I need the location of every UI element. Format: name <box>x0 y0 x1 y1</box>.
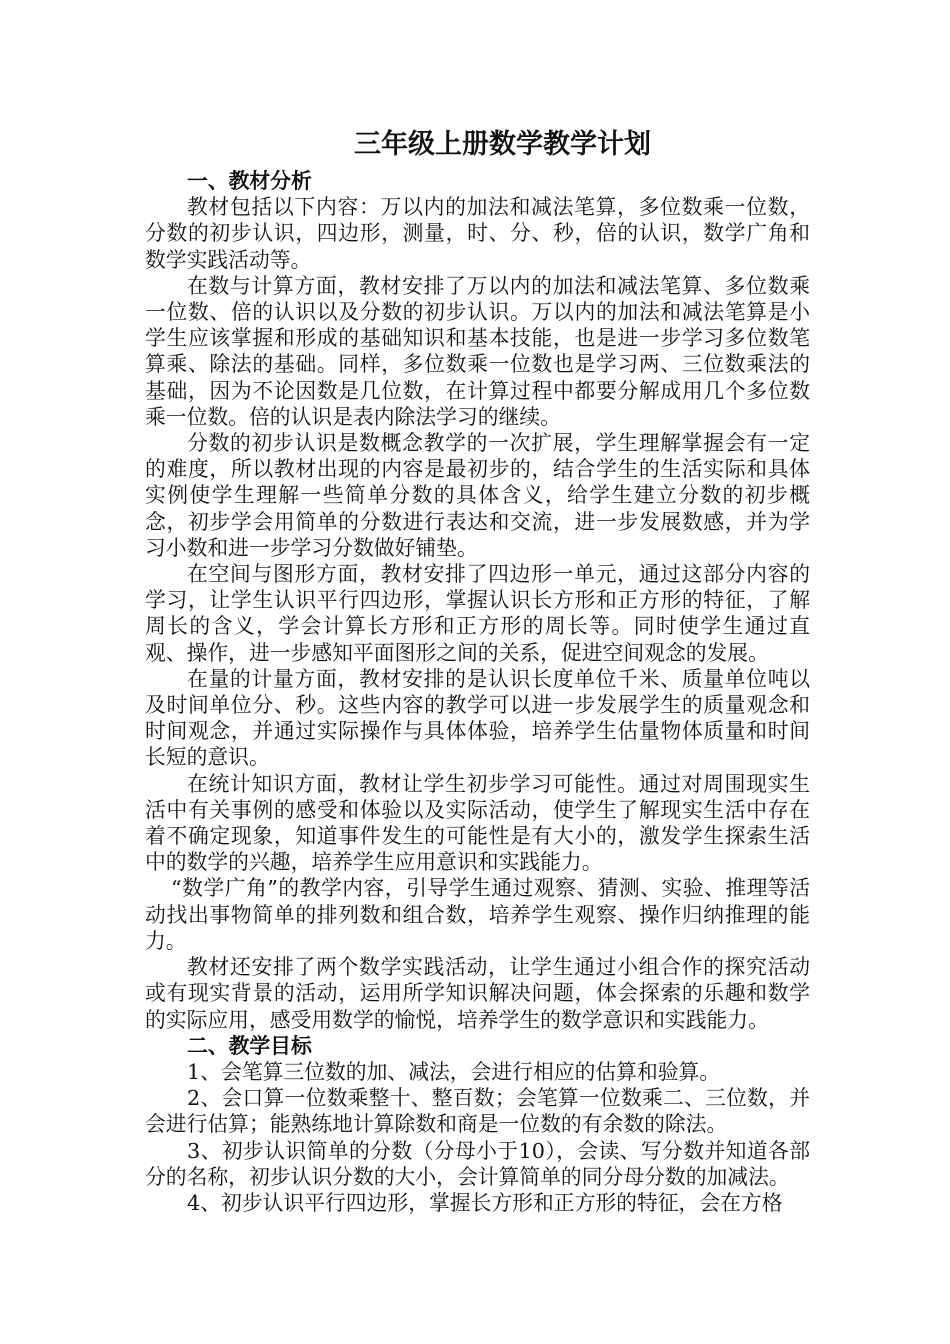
paragraph: 在空间与图形方面，教材安排了四边形一单元，通过这部分内容的学习，让学生认识平行四边形，掌握认识长方形和正方形的特征，了解周长的含义，学会计算长方形和正方形的周长等。同时使学生通过直观、操作，进一步感知平面图形之间的关系，促进空间观念的发展。 <box>145 562 810 665</box>
document-title: 三年级上册数学教学计划 <box>354 129 651 160</box>
section-heading-textbook-analysis: 一、教材分析 <box>187 168 312 193</box>
paragraph: 在数与计算方面，教材安排了万以内的加法和减法笔算、多位数乘一位数、倍的认识以及分数的初步认识。万以内的加法和减法笔算是小学生应该掌握和形成的基础知识和基本技能，也是进一步学习多位数笔算乘、除法的基础。同样，多位数乘一位数也是学习两、三位数乘法的基础，因为不论因数是几位数，在计算过程中都要分解成用几个多位数乘一位数。倍的认识是表内除法学习的继续。 <box>145 273 810 429</box>
goal-item: 2、会口算一位数乘整十、整百数；会笔算一位数乘二、三位数，并会进行估算；能熟练地计算除数和商是一位数的有余数的除法。 <box>145 1086 810 1137</box>
document-page <box>145 128 810 1216</box>
paragraph: 在量的计量方面，教材安排的是认识长度单位千米、质量单位吨以及时间单位分、秒。这些内容的教学可以进一步发展学生的质量观念和时间观念，并通过实际操作与具体体验，培养学生估量物体质量和时间长短的意识。 <box>145 666 810 770</box>
goal-item: 3、初步认识简单的分数（分母小于10），会读、写分数并知道各部分的名称，初步认识分数的大小，会计算简单的同分母分数的加减法。 <box>145 1138 810 1189</box>
paragraph: 教材包括以下内容：万以内的加法和减法笔算，多位数乘一位数，分数的初步认识，四边形，测量，时、分、秒，倍的认识，数学广角和数学实践活动等。 <box>145 195 810 272</box>
paragraph: 分数的初步认识是数概念教学的一次扩展，学生理解掌握会有一定的难度，所以教材出现的内容是最初步的，结合学生的生活实际和具体实例使学生理解一些简单分数的具体含义，给学生建立分数的初步概念，初步学会用简单的分数进行表达和交流，进一步发展数感，并为学习小数和进一步学习分数做好铺垫。 <box>145 431 810 560</box>
goal-item: 1、会笔算三位数的加、减法，会进行相应的估算和验算。 <box>187 1059 721 1084</box>
paragraph: 在统计知识方面，教材让学生初步学习可能性。通过对周围现实生活中有关事例的感受和体验以及实际活动，使学生了解现实生活中存在着不确定现象，知道事件发生的可能性是有大小的，激发学生探索生活中的数学的兴趣，培养学生应用意识和实践能力。 <box>145 771 810 875</box>
paragraph: 教材还安排了两个数学实践活动，让学生通过小组合作的探究活动或有现实背景的活动，运用所学知识解决问题，体会探索的乐趣和数学的实际应用，感受用数学的愉悦，培养学生的数学意识和实践能力。 <box>145 955 810 1032</box>
section-heading-teaching-goals: 二、教学目标 <box>187 1032 312 1058</box>
goal-item: 4、初步认识平行四边形，掌握长方形和正方形的特征，会在方格 <box>187 1190 783 1215</box>
paragraph: “数学广角”的教学内容，引导学生通过观察、猜测、实验、推理等活动找出事物简单的排列数和组合数，培养学生观察、操作归纳推理的能力。 <box>145 876 810 953</box>
